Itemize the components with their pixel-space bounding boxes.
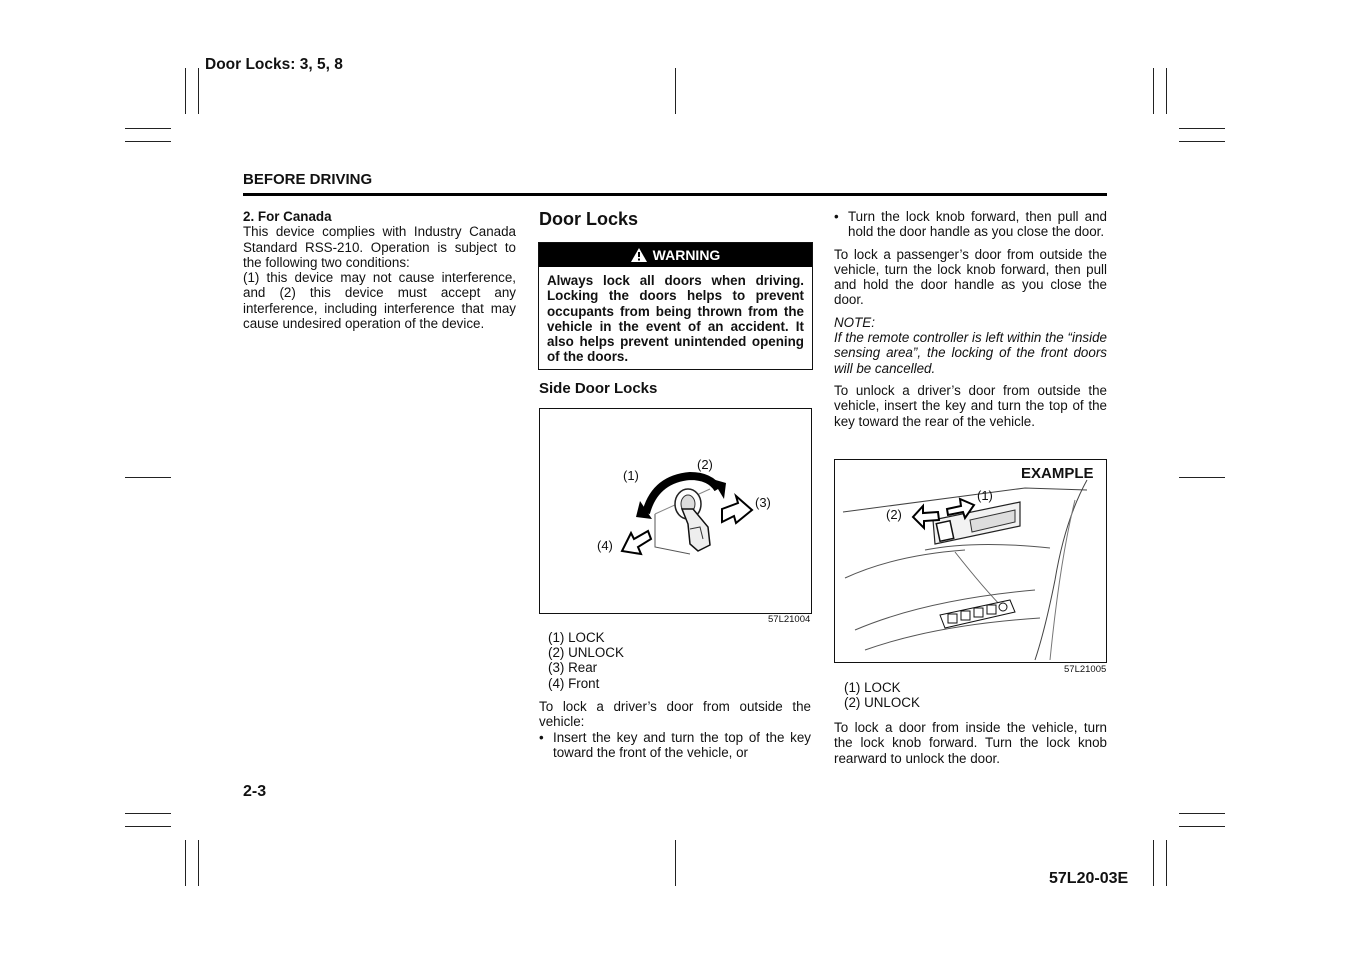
paragraph: To unlock a driver’s door from outside the vehicle, insert the key and turn the top of the key toward the rear of the vehicle. [834,382,1107,429]
column-3-bottom [834,720,1107,766]
figure-label-4: (4) [597,538,613,553]
warning-triangle-icon [631,248,647,262]
legend-item: (2) UNLOCK [548,645,624,661]
canada-body: This device complies with Industry Canada Standard RSS-210. Operation is subject to the following two conditions: [243,224,516,270]
warning-header [539,243,812,267]
column-2-text [539,699,811,760]
legend-item: (2) UNLOCK [844,695,920,711]
document-code: 57L20-03E [1049,870,1129,887]
bullet-item: • Insert the key and turn the top of the key toward the front of the vehicle, or [539,730,811,761]
example-tag: EXAMPLE [1021,465,1094,482]
door-trim-illustration [835,460,1106,662]
page-title: Door Locks [539,209,639,229]
legend-item: (4) Front [548,675,600,691]
legend-item: (1) LOCK [548,630,605,645]
door-panel-figure [834,459,1107,663]
page-number: 2-3 [243,783,267,800]
figure-label-2: (2) [886,507,902,522]
paragraph: To lock a driver’s door from outside the vehicle: [539,699,811,730]
key-lock-figure [539,408,812,614]
figure-label-1: (1) [977,488,993,503]
note-heading: NOTE: [834,314,875,330]
paragraph: To lock a passenger’s door from outside the vehicle, turn the lock knob forward, then pull and hold the door handle as you close the door. [834,246,1107,308]
canada-body-2: (1) this device may not cause interference, and (2) this device must accept any interference, including interference that may cause undesired operation of the device. [243,270,516,332]
figure-legend [844,680,920,710]
figure-label-3: (3) [755,495,771,510]
doc-note: Door Locks: 3, 5, 8 [205,56,343,73]
subsection-title: Side Door Locks [539,380,658,397]
bullet-list [539,730,811,761]
figure-legend [548,630,624,691]
section-title: BEFORE DRIVING [243,171,373,188]
figure-code: 57L21004 [768,614,811,625]
header-rule [243,193,1107,196]
legend-item: (1) LOCK [844,680,901,695]
figure-label-2: (2) [697,457,713,472]
bullet-list [834,209,1107,240]
column-3 [834,209,1107,429]
key-cylinder-illustration [540,409,811,613]
figure-label-1: (1) [623,468,639,483]
bullet-item: • Turn the lock knob forward, then pull and hold the door handle as you close the door. [834,209,1107,240]
legend-item: (3) Rear [548,660,598,676]
paragraph: To lock a door from inside the vehicle, turn the lock knob forward. Turn the lock knob rearward to unlock the door. [834,720,1107,766]
canada-subhead: 2. For Canada [243,209,332,224]
note-body: If the remote controller is left within the “inside sensing area”, the locking of the front doors will be cancelled. [834,330,1107,376]
warning-text: Always lock all doors when driving. Locking the doors helps to prevent occupants from being thrown from the vehicle in the event of an accident. It also helps prevent unintended opening of the doors. [547,273,804,365]
figure-code: 57L21005 [1064,664,1107,675]
column-1 [243,209,516,331]
warning-box [538,242,813,370]
warning-label: WARNING [652,247,721,263]
